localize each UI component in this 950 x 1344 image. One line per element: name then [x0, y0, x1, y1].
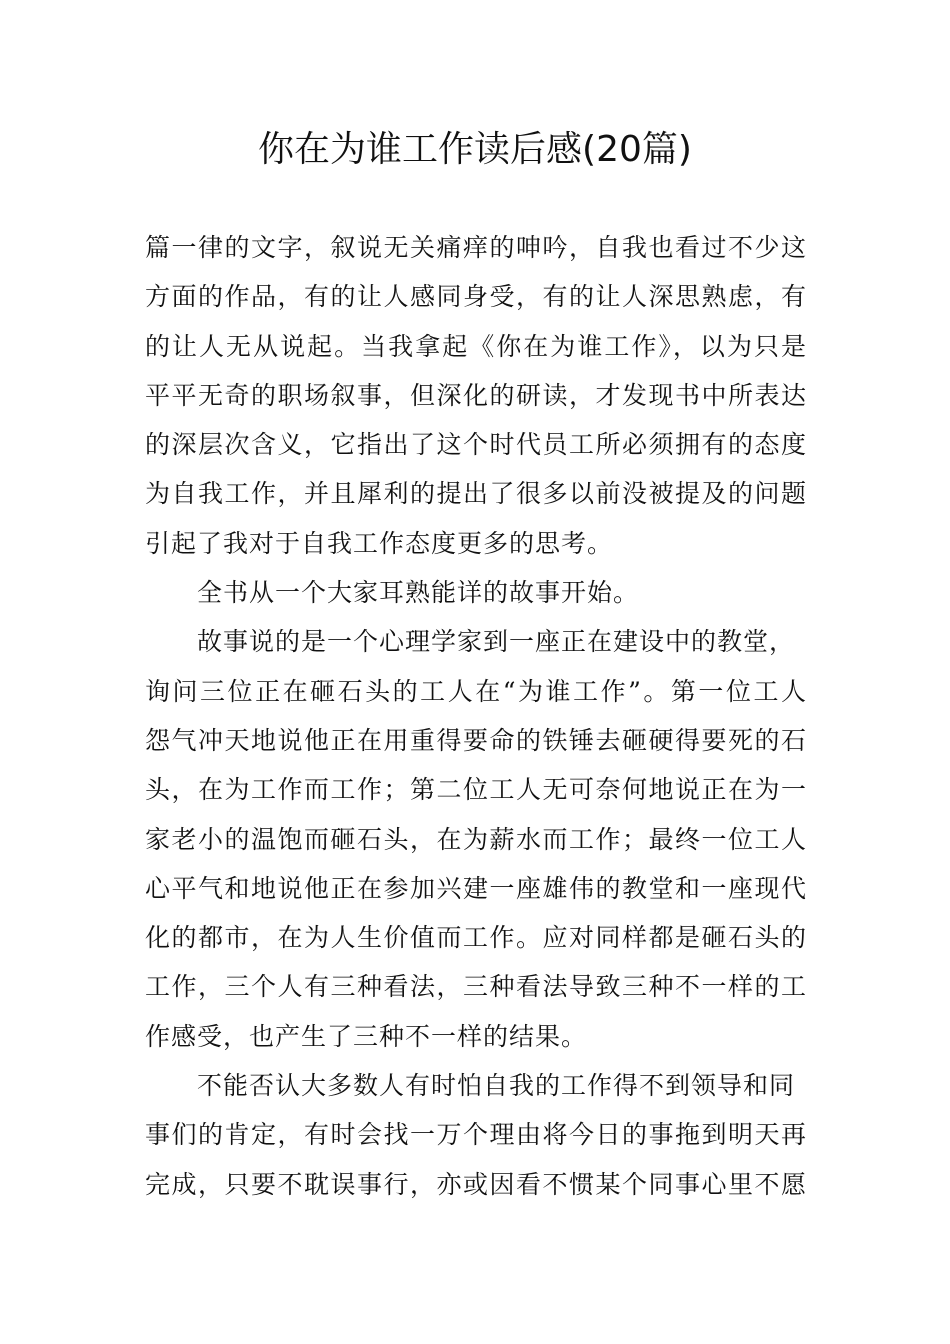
text-line: 家老小的温饱而砸石头，在为薪水而工作；最终一位工人 [145, 824, 807, 854]
text-line: 方面的作品，有的让人感同身受，有的让人深思熟虑，有 [145, 282, 807, 312]
text-line: 怨气冲天地说他正在用重得要命的铁锤去砸硬得要死的石 [145, 725, 807, 755]
text-line: 全书从一个大家耳熟能详的故事开始。 [197, 578, 640, 608]
text-line: 故事说的是一个心理学家到一座正在建设中的教堂， [197, 627, 796, 657]
document-body [145, 223, 807, 1209]
text-line: 篇一律的文字，叙说无关痛痒的呻吟，自我也看过不少这 [145, 233, 807, 262]
text-line: 头，在为工作而工作；第二位工人无可奈何地说正在为一 [145, 775, 807, 805]
text-line: 的让人无从说起。当我拿起《你在为谁工作》，以为只是 [145, 331, 807, 361]
text-line: 询问三位正在砸石头的工人在“为谁工作”。第一位工人 [145, 676, 807, 706]
text-line: 事们的肯定，有时会找一万个理由将今日的事拖到明天再 [145, 1120, 807, 1150]
text-line: 为自我工作，并且犀利的提出了很多以前没被提及的问题 [145, 479, 807, 509]
text-line: 化的都市，在为人生价值而工作。应对同样都是砸石头的 [145, 923, 807, 953]
text-line: 不能否认大多数人有时怕自我的工作得不到领导和同 [197, 1071, 796, 1101]
text-line: 工作，三个人有三种看法，三种看法导致三种不一样的工 [145, 972, 807, 1002]
text-line: 平平无奇的职场叙事，但深化的研读，才发现书中所表达 [145, 380, 807, 410]
text-line: 心平气和地说他正在参加兴建一座雄伟的教堂和一座现代 [145, 873, 807, 903]
text-line: 作感受，也产生了三种不一样的结果。 [145, 1021, 588, 1051]
text-line: 引起了我对于自我工作态度更多的思考。 [145, 528, 614, 558]
text-line: 完成，只要不耽误事行，亦或因看不惯某个同事心里不愿 [145, 1169, 807, 1199]
text-line: 的深层次含义，它指出了这个时代员工所必须拥有的态度 [145, 430, 807, 460]
document-title: 你在为谁工作读后感(20篇) [258, 129, 692, 170]
